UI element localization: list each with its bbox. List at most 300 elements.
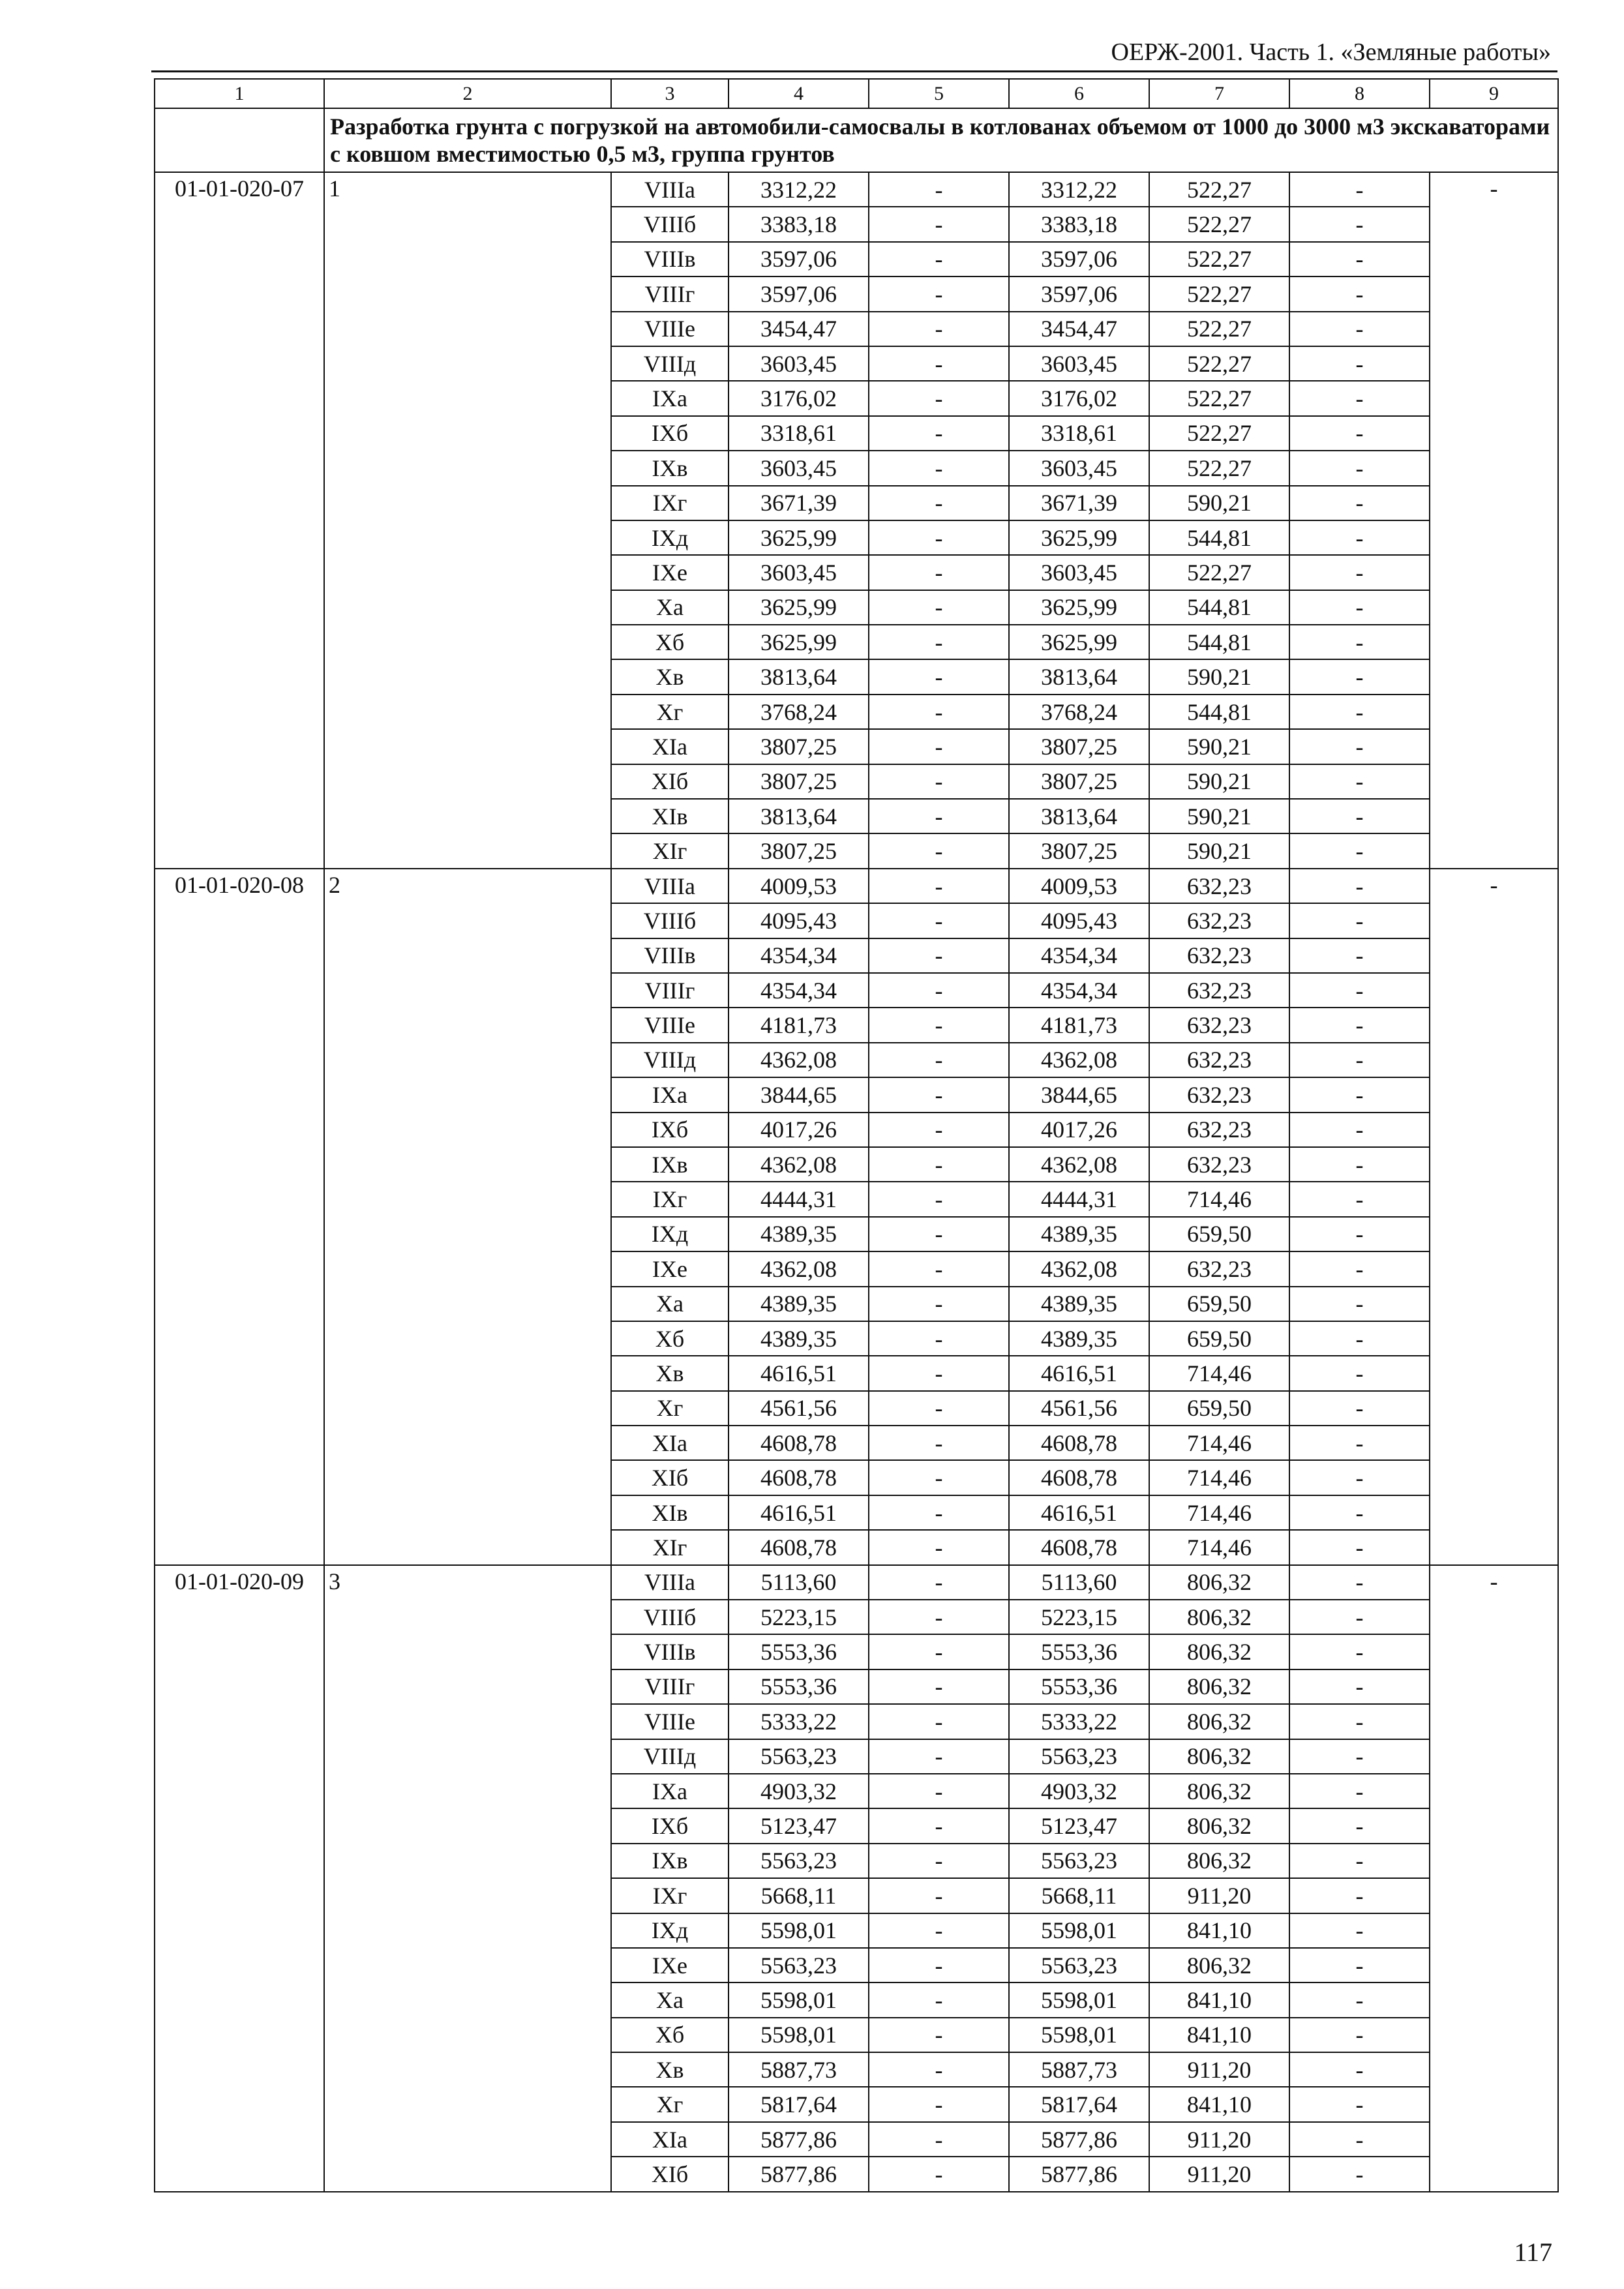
operator-wages-cell: 522,27 [1149,451,1289,485]
wages-cell: - [869,869,1009,903]
wages-cell: - [869,625,1009,659]
total-cost-cell: 5598,01 [729,1913,869,1948]
operator-wages-cell: 522,27 [1149,312,1289,346]
soil-group-cell: IXа [611,381,729,415]
machine-cost-cell: 5223,15 [1009,1600,1149,1634]
total-cost-cell: 3807,25 [729,833,869,868]
operator-wages-cell: 590,21 [1149,659,1289,694]
total-cost-cell: 4903,32 [729,1774,869,1808]
rate-code: 01-01-020-07 [155,172,324,869]
operator-wages-cell: 714,46 [1149,1495,1289,1530]
soil-group-cell: IXа [611,1077,729,1112]
wages-cell: - [869,520,1009,555]
soil-group-cell: IXг [611,1182,729,1216]
column-number: 1 [155,79,324,108]
soil-group-cell: IXе [611,555,729,590]
materials-cell: - [1289,1287,1430,1321]
soil-group-cell: VIIIа [611,869,729,903]
operator-wages-cell: 659,50 [1149,1321,1289,1356]
wages-cell: - [869,903,1009,938]
wages-cell: - [869,172,1009,207]
wages-cell: - [869,1669,1009,1704]
labor-cell: - [1430,172,1558,869]
wages-cell: - [869,242,1009,277]
machine-cost-cell: 3454,47 [1009,312,1149,346]
wages-cell: - [869,1391,1009,1426]
wages-cell: - [869,1774,1009,1808]
soil-group-cell: VIIIд [611,1043,729,1077]
materials-cell: - [1289,1669,1430,1704]
page-header: ОЕРЖ-2001. Часть 1. «Земляные работы» [1111,38,1551,66]
materials-cell: - [1289,938,1430,973]
machine-cost-cell: 5113,60 [1009,1565,1149,1600]
machine-cost-cell: 3813,64 [1009,799,1149,833]
total-cost-cell: 4616,51 [729,1495,869,1530]
machine-cost-cell: 3312,22 [1009,172,1149,207]
materials-cell: - [1289,869,1430,903]
operator-wages-cell: 806,32 [1149,1565,1289,1600]
rates-table [154,78,1559,2192]
table-row [155,172,1558,207]
materials-cell: - [1289,555,1430,590]
machine-cost-cell: 5553,36 [1009,1669,1149,1704]
soil-group-cell: VIIIб [611,1600,729,1634]
wages-cell: - [869,799,1009,833]
wages-cell: - [869,659,1009,694]
materials-cell: - [1289,451,1430,485]
materials-cell: - [1289,2122,1430,2157]
soil-group-cell: IXд [611,520,729,555]
operator-wages-cell: 714,46 [1149,1356,1289,1390]
materials-cell: - [1289,1356,1430,1390]
operator-wages-cell: 806,32 [1149,1669,1289,1704]
operator-wages-cell: 522,27 [1149,277,1289,311]
materials-cell: - [1289,1704,1430,1739]
materials-cell: - [1289,2052,1430,2087]
total-cost-cell: 5563,23 [729,1739,869,1774]
soil-group-cell: XIг [611,833,729,868]
materials-cell: - [1289,172,1430,207]
materials-cell: - [1289,1739,1430,1774]
total-cost-cell: 5668,11 [729,1878,869,1913]
operator-wages-cell: 632,23 [1149,1077,1289,1112]
soil-group-cell: IXб [611,1113,729,1147]
machine-cost-cell: 5333,22 [1009,1704,1149,1739]
machine-cost-cell: 4444,31 [1009,1182,1149,1216]
item-number: 2 [324,869,611,1565]
total-cost-cell: 3807,25 [729,729,869,764]
item-number: 3 [324,1565,611,2192]
machine-cost-cell: 3597,06 [1009,277,1149,311]
section-title: Разработка грунта с погрузкой на автомобили-самосвалы в котлованах объемом от 1000 до 3000 м3 экскаваторами с ковшом вместимостью 0,5 м3, группа грунтов [324,108,1558,172]
soil-group-cell: XIа [611,729,729,764]
section-title-row [155,108,1558,172]
soil-group-cell: VIIIе [611,1008,729,1042]
total-cost-cell: 5223,15 [729,1600,869,1634]
soil-group-cell: Xб [611,2018,729,2052]
labor-cell: - [1430,869,1558,1565]
total-cost-cell: 5877,86 [729,2122,869,2157]
materials-cell: - [1289,1530,1430,1564]
wages-cell: - [869,1147,1009,1182]
machine-cost-cell: 3603,45 [1009,346,1149,381]
soil-group-cell: VIIIе [611,312,729,346]
wages-cell: - [869,1008,1009,1042]
total-cost-cell: 3625,99 [729,520,869,555]
soil-group-cell: Xв [611,659,729,694]
machine-cost-cell: 4389,35 [1009,1321,1149,1356]
soil-group-cell: Xа [611,1287,729,1321]
total-cost-cell: 3844,65 [729,1077,869,1112]
soil-group-cell: IXа [611,1774,729,1808]
materials-cell: - [1289,1251,1430,1286]
wages-cell: - [869,207,1009,241]
wages-cell: - [869,2018,1009,2052]
machine-cost-cell: 3625,99 [1009,625,1149,659]
operator-wages-cell: 632,23 [1149,973,1289,1008]
soil-group-cell: Xа [611,590,729,625]
total-cost-cell: 3807,25 [729,764,869,799]
wages-cell: - [869,1217,1009,1251]
machine-cost-cell: 3176,02 [1009,381,1149,415]
operator-wages-cell: 659,50 [1149,1217,1289,1251]
column-number: 2 [324,79,611,108]
total-cost-cell: 3603,45 [729,555,869,590]
wages-cell: - [869,1495,1009,1530]
wages-cell: - [869,1739,1009,1774]
operator-wages-cell: 659,50 [1149,1287,1289,1321]
operator-wages-cell: 632,23 [1149,1043,1289,1077]
wages-cell: - [869,764,1009,799]
wages-cell: - [869,1530,1009,1564]
wages-cell: - [869,1634,1009,1669]
total-cost-cell: 4354,34 [729,973,869,1008]
wages-cell: - [869,1321,1009,1356]
materials-cell: - [1289,1460,1430,1495]
column-number: 4 [729,79,869,108]
operator-wages-cell: 806,32 [1149,1704,1289,1739]
machine-cost-cell: 4616,51 [1009,1495,1149,1530]
wages-cell: - [869,1077,1009,1112]
total-cost-cell: 3768,24 [729,695,869,729]
total-cost-cell: 4616,51 [729,1356,869,1390]
wages-cell: - [869,1600,1009,1634]
machine-cost-cell: 4181,73 [1009,1008,1149,1042]
materials-cell: - [1289,799,1430,833]
materials-cell: - [1289,1948,1430,1982]
machine-cost-cell: 4009,53 [1009,869,1149,903]
item-number: 1 [324,172,611,869]
operator-wages-cell: 590,21 [1149,486,1289,520]
machine-cost-cell: 4608,78 [1009,1530,1149,1564]
wages-cell: - [869,2157,1009,2191]
total-cost-cell: 4389,35 [729,1217,869,1251]
materials-cell: - [1289,903,1430,938]
rate-code: 01-01-020-09 [155,1565,324,2192]
machine-cost-cell: 4616,51 [1009,1356,1149,1390]
materials-cell: - [1289,1077,1430,1112]
materials-cell: - [1289,520,1430,555]
total-cost-cell: 4389,35 [729,1287,869,1321]
total-cost-cell: 4561,56 [729,1391,869,1426]
total-cost-cell: 3603,45 [729,346,869,381]
column-number: 3 [611,79,729,108]
machine-cost-cell: 3807,25 [1009,833,1149,868]
machine-cost-cell: 3597,06 [1009,242,1149,277]
materials-cell: - [1289,1844,1430,1878]
soil-group-cell: Xа [611,1982,729,2017]
soil-group-cell: XIа [611,2122,729,2157]
total-cost-cell: 4181,73 [729,1008,869,1042]
total-cost-cell: 4362,08 [729,1147,869,1182]
operator-wages-cell: 806,32 [1149,1634,1289,1669]
operator-wages-cell: 841,10 [1149,1913,1289,1948]
total-cost-cell: 3312,22 [729,172,869,207]
materials-cell: - [1289,312,1430,346]
operator-wages-cell: 806,32 [1149,1948,1289,1982]
total-cost-cell: 4095,43 [729,903,869,938]
wages-cell: - [869,1460,1009,1495]
materials-cell: - [1289,1043,1430,1077]
materials-cell: - [1289,1808,1430,1843]
machine-cost-cell: 4389,35 [1009,1217,1149,1251]
machine-cost-cell: 5668,11 [1009,1878,1149,1913]
machine-cost-cell: 4561,56 [1009,1391,1149,1426]
machine-cost-cell: 3625,99 [1009,520,1149,555]
wages-cell: - [869,1043,1009,1077]
wages-cell: - [869,1704,1009,1739]
operator-wages-cell: 714,46 [1149,1530,1289,1564]
machine-cost-cell: 5563,23 [1009,1844,1149,1878]
operator-wages-cell: 659,50 [1149,1391,1289,1426]
wages-cell: - [869,416,1009,451]
machine-cost-cell: 3807,25 [1009,764,1149,799]
soil-group-cell: XIв [611,799,729,833]
machine-cost-cell: 3844,65 [1009,1077,1149,1112]
wages-cell: - [869,1565,1009,1600]
materials-cell: - [1289,1600,1430,1634]
wages-cell: - [869,2122,1009,2157]
materials-cell: - [1289,590,1430,625]
total-cost-cell: 3383,18 [729,207,869,241]
column-number: 7 [1149,79,1289,108]
operator-wages-cell: 522,27 [1149,207,1289,241]
total-cost-cell: 4009,53 [729,869,869,903]
materials-cell: - [1289,1634,1430,1669]
soil-group-cell: XIб [611,1460,729,1495]
wages-cell: - [869,312,1009,346]
wages-cell: - [869,1113,1009,1147]
wages-cell: - [869,1426,1009,1460]
soil-group-cell: IXб [611,416,729,451]
materials-cell: - [1289,1426,1430,1460]
soil-group-cell: XIг [611,1530,729,1564]
machine-cost-cell: 4362,08 [1009,1147,1149,1182]
column-number: 6 [1009,79,1149,108]
wages-cell: - [869,1808,1009,1843]
machine-cost-cell: 5598,01 [1009,1982,1149,2017]
machine-cost-cell: 5563,23 [1009,1739,1149,1774]
operator-wages-cell: 590,21 [1149,729,1289,764]
operator-wages-cell: 522,27 [1149,381,1289,415]
operator-wages-cell: 632,23 [1149,1008,1289,1042]
total-cost-cell: 4444,31 [729,1182,869,1216]
wages-cell: - [869,277,1009,311]
soil-group-cell: VIIIв [611,938,729,973]
column-number: 8 [1289,79,1430,108]
total-cost-cell: 4017,26 [729,1113,869,1147]
wages-cell: - [869,938,1009,973]
machine-cost-cell: 5563,23 [1009,1948,1149,1982]
operator-wages-cell: 522,27 [1149,555,1289,590]
total-cost-cell: 3597,06 [729,277,869,311]
total-cost-cell: 3603,45 [729,451,869,485]
soil-group-cell: XIв [611,1495,729,1530]
total-cost-cell: 3176,02 [729,381,869,415]
total-cost-cell: 4608,78 [729,1530,869,1564]
operator-wages-cell: 522,27 [1149,346,1289,381]
column-number: 5 [869,79,1009,108]
wages-cell: - [869,1844,1009,1878]
wages-cell: - [869,1878,1009,1913]
soil-group-cell: IXв [611,1147,729,1182]
soil-group-cell: VIIIг [611,1669,729,1704]
operator-wages-cell: 590,21 [1149,799,1289,833]
soil-group-cell: Xв [611,2052,729,2087]
total-cost-cell: 5553,36 [729,1669,869,1704]
machine-cost-cell: 3807,25 [1009,729,1149,764]
operator-wages-cell: 522,27 [1149,172,1289,207]
wages-cell: - [869,451,1009,485]
column-number-row [155,79,1558,108]
operator-wages-cell: 714,46 [1149,1182,1289,1216]
materials-cell: - [1289,1982,1430,2017]
rate-code: 01-01-020-08 [155,869,324,1565]
wages-cell: - [869,2052,1009,2087]
materials-cell: - [1289,1113,1430,1147]
soil-group-cell: XIа [611,1426,729,1460]
machine-cost-cell: 3603,45 [1009,555,1149,590]
soil-group-cell: VIIIб [611,207,729,241]
operator-wages-cell: 632,23 [1149,869,1289,903]
wages-cell: - [869,695,1009,729]
wages-cell: - [869,1251,1009,1286]
soil-group-cell: IXд [611,1913,729,1948]
soil-group-cell: IXе [611,1948,729,1982]
operator-wages-cell: 522,27 [1149,242,1289,277]
machine-cost-cell: 4017,26 [1009,1113,1149,1147]
total-cost-cell: 5333,22 [729,1704,869,1739]
machine-cost-cell: 5817,64 [1009,2087,1149,2121]
total-cost-cell: 5877,86 [729,2157,869,2191]
machine-cost-cell: 5887,73 [1009,2052,1149,2087]
materials-cell: - [1289,833,1430,868]
machine-cost-cell: 3813,64 [1009,659,1149,694]
wages-cell: - [869,1948,1009,1982]
soil-group-cell: Xг [611,1391,729,1426]
operator-wages-cell: 911,20 [1149,2122,1289,2157]
total-cost-cell: 4389,35 [729,1321,869,1356]
operator-wages-cell: 806,32 [1149,1774,1289,1808]
operator-wages-cell: 911,20 [1149,1878,1289,1913]
total-cost-cell: 4354,34 [729,938,869,973]
page-number: 117 [1514,2237,1552,2267]
wages-cell: - [869,590,1009,625]
soil-group-cell: Xг [611,695,729,729]
operator-wages-cell: 841,10 [1149,2018,1289,2052]
wages-cell: - [869,1182,1009,1216]
operator-wages-cell: 544,81 [1149,695,1289,729]
machine-cost-cell: 5553,36 [1009,1634,1149,1669]
wages-cell: - [869,1356,1009,1390]
total-cost-cell: 5123,47 [729,1808,869,1843]
total-cost-cell: 4362,08 [729,1251,869,1286]
materials-cell: - [1289,2087,1430,2121]
column-number: 9 [1430,79,1558,108]
soil-group-cell: VIIIд [611,346,729,381]
materials-cell: - [1289,1008,1430,1042]
total-cost-cell: 3454,47 [729,312,869,346]
soil-group-cell: IXб [611,1808,729,1843]
machine-cost-cell: 5123,47 [1009,1808,1149,1843]
header-rule [151,70,1557,72]
wages-cell: - [869,555,1009,590]
machine-cost-cell: 3383,18 [1009,207,1149,241]
wages-cell: - [869,833,1009,868]
materials-cell: - [1289,973,1430,1008]
table-row [155,869,1558,903]
materials-cell: - [1289,1391,1430,1426]
machine-cost-cell: 3603,45 [1009,451,1149,485]
materials-cell: - [1289,1495,1430,1530]
materials-cell: - [1289,1321,1430,1356]
materials-cell: - [1289,1217,1430,1251]
soil-group-cell: Xв [611,1356,729,1390]
soil-group-cell: XIб [611,2157,729,2191]
total-cost-cell: 5113,60 [729,1565,869,1600]
soil-group-cell: Xг [611,2087,729,2121]
materials-cell: - [1289,2157,1430,2191]
machine-cost-cell: 5877,86 [1009,2157,1149,2191]
soil-group-cell: VIIIд [611,1739,729,1774]
operator-wages-cell: 632,23 [1149,938,1289,973]
operator-wages-cell: 522,27 [1149,416,1289,451]
soil-group-cell: IXв [611,451,729,485]
wages-cell: - [869,1913,1009,1948]
soil-group-cell: VIIIг [611,277,729,311]
materials-cell: - [1289,416,1430,451]
machine-cost-cell: 5598,01 [1009,1913,1149,1948]
wages-cell: - [869,1287,1009,1321]
operator-wages-cell: 841,10 [1149,2087,1289,2121]
materials-cell: - [1289,1147,1430,1182]
materials-cell: - [1289,1774,1430,1808]
total-cost-cell: 5817,64 [729,2087,869,2121]
machine-cost-cell: 4354,34 [1009,938,1149,973]
materials-cell: - [1289,346,1430,381]
soil-group-cell: IXг [611,486,729,520]
machine-cost-cell: 5877,86 [1009,2122,1149,2157]
materials-cell: - [1289,277,1430,311]
soil-group-cell: VIIIг [611,973,729,1008]
operator-wages-cell: 714,46 [1149,1460,1289,1495]
operator-wages-cell: 632,23 [1149,1251,1289,1286]
operator-wages-cell: 714,46 [1149,1426,1289,1460]
wages-cell: - [869,729,1009,764]
wages-cell: - [869,381,1009,415]
soil-group-cell: VIIIв [611,242,729,277]
soil-group-cell: IXе [611,1251,729,1286]
